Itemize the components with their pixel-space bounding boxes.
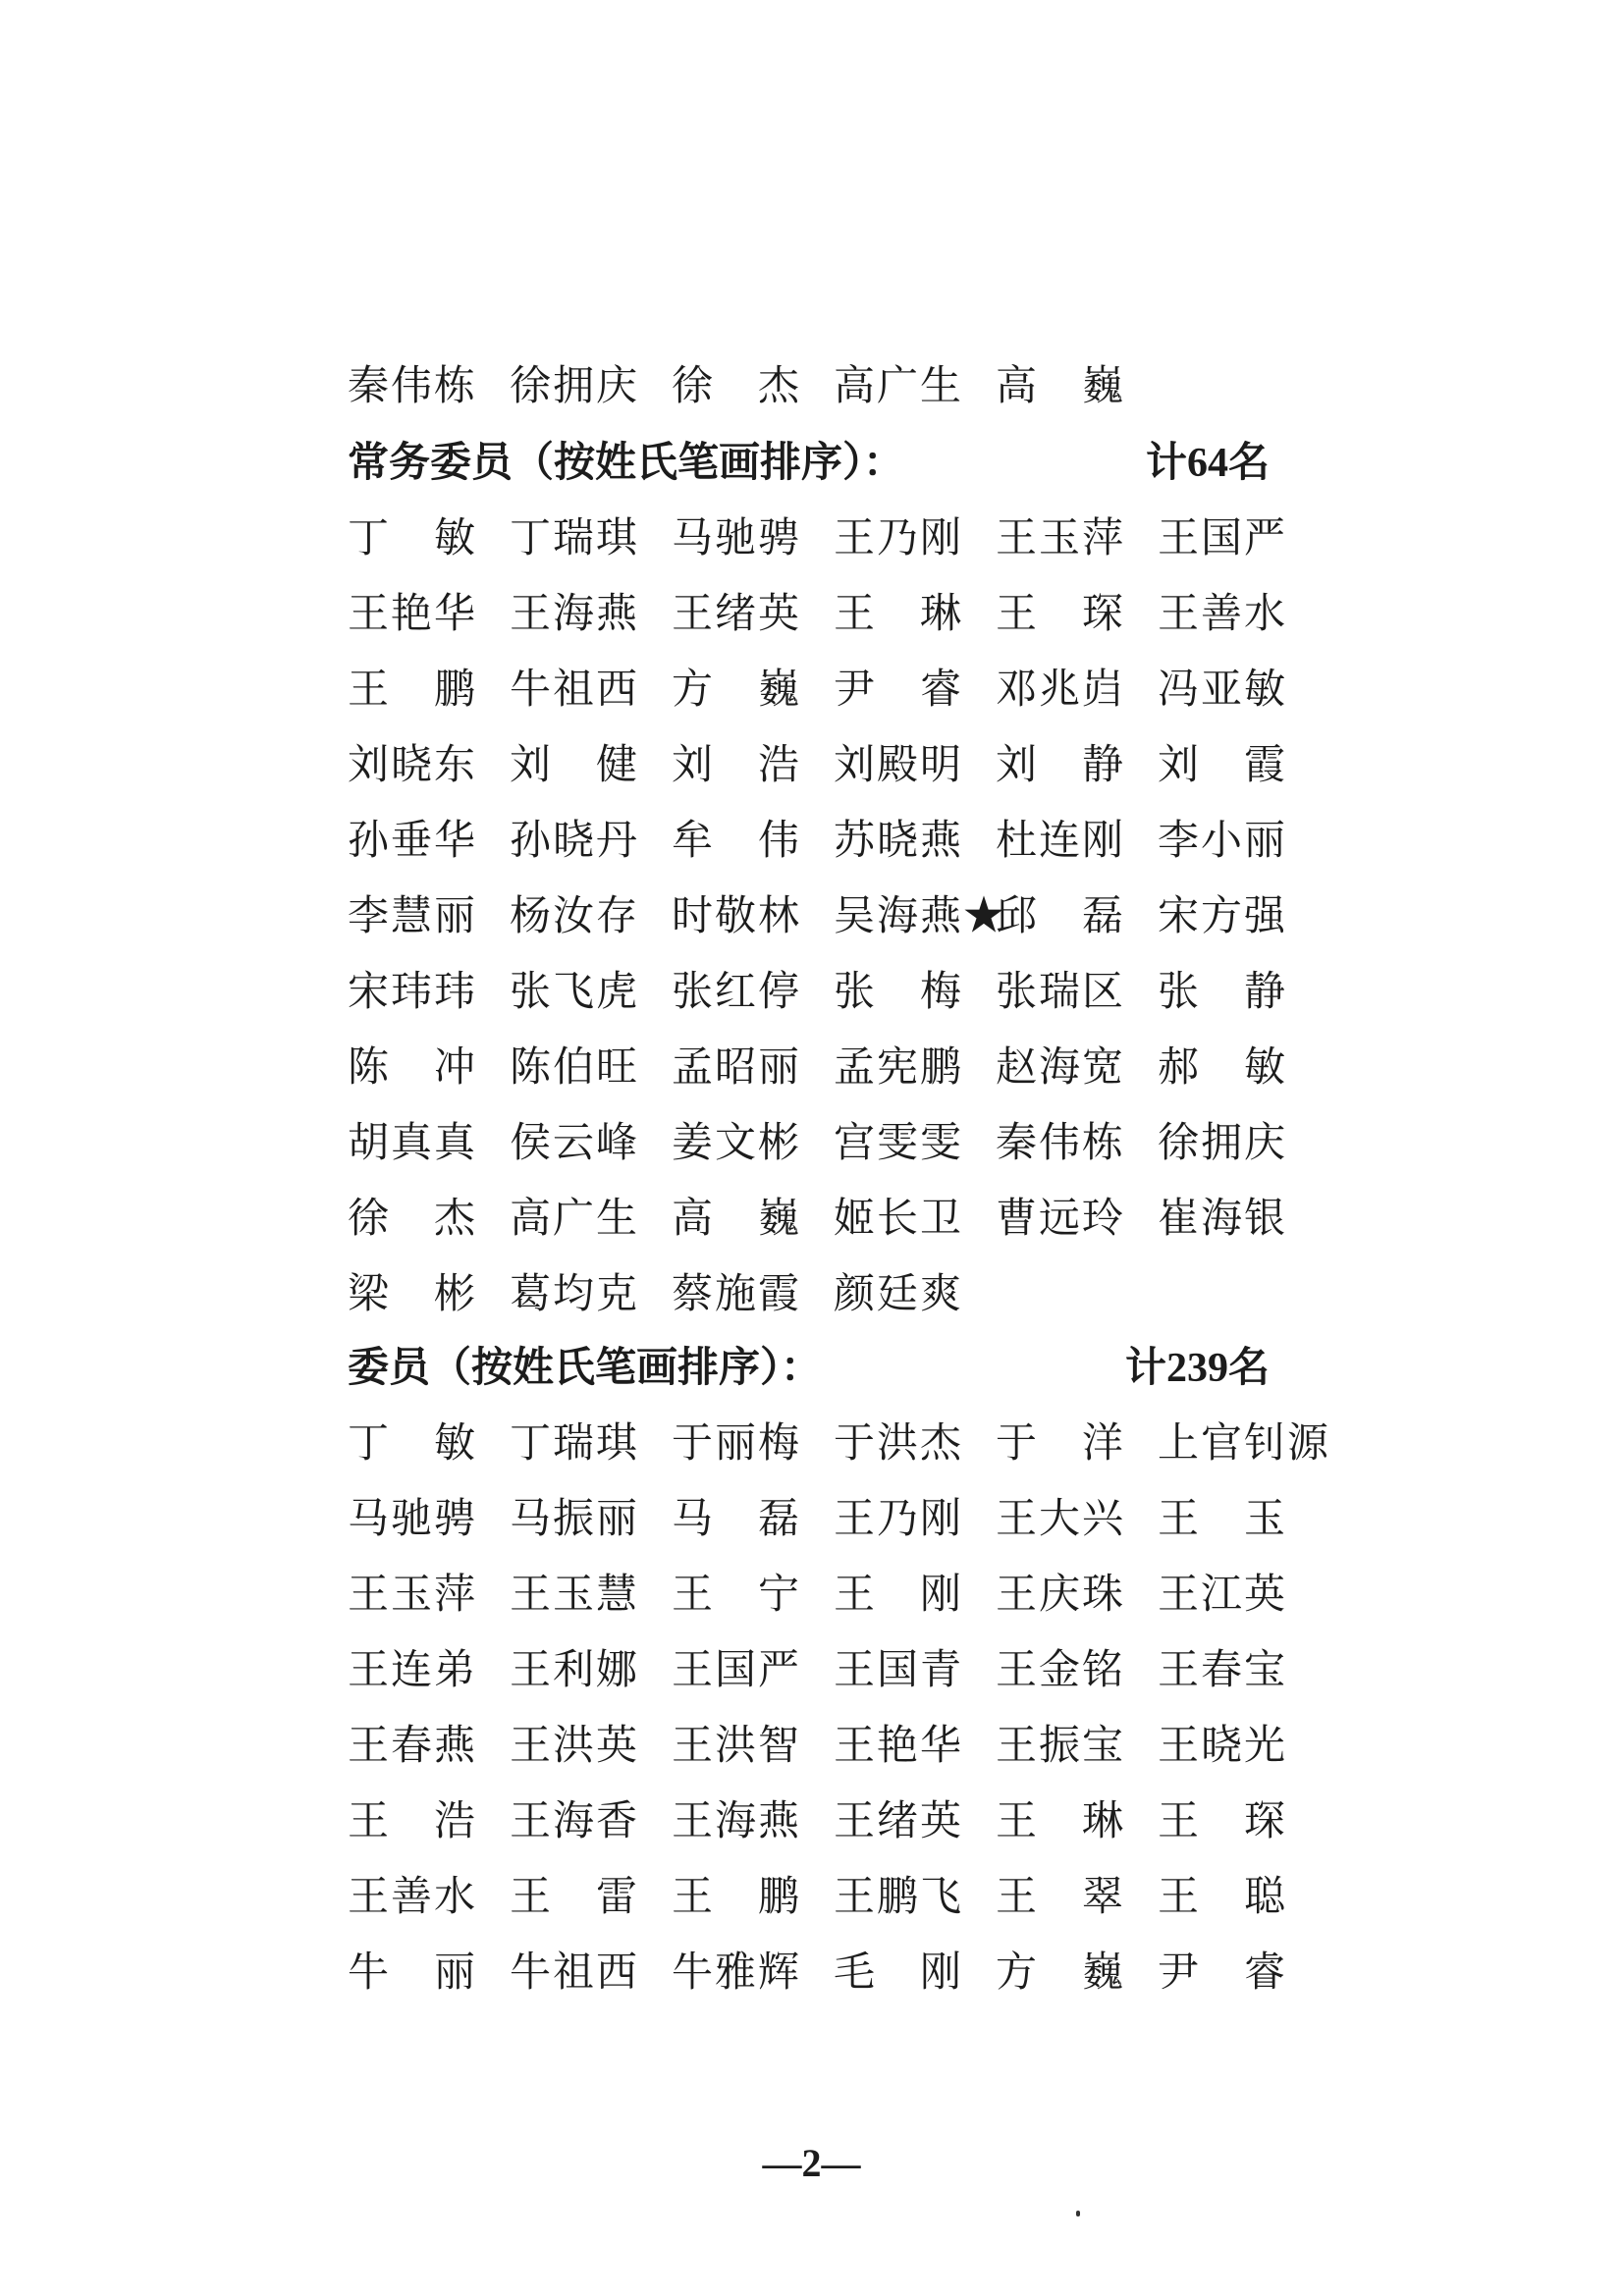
person-name: 王 琛	[996, 589, 1126, 637]
person-name: 于洪杰	[834, 1418, 964, 1467]
person-name: 王春燕	[348, 1721, 478, 1769]
person-name: 王乃刚	[834, 513, 964, 561]
person-name: 王金铭	[996, 1645, 1126, 1693]
person-name: 孟昭丽	[672, 1042, 802, 1091]
person-name: 刘 霞	[1158, 740, 1288, 788]
person-name: 张瑞区	[996, 967, 1126, 1015]
person-name: 王 鹏	[348, 665, 478, 713]
person-name: 陈 冲	[348, 1042, 478, 1091]
person-name: 孙晓丹	[510, 816, 640, 864]
person-name: 王 浩	[348, 1796, 478, 1844]
person-name: 丁瑞琪	[510, 513, 640, 561]
person-name: 张 静	[1158, 967, 1288, 1015]
person-name: 丁 敏	[348, 513, 478, 561]
person-name: 蔡施霞	[672, 1269, 802, 1317]
person-name: 侯云峰	[510, 1118, 640, 1166]
person-name: 王善水	[348, 1872, 478, 1920]
person-name: 王 琳	[834, 589, 964, 637]
person-name: 王晓光	[1158, 1721, 1288, 1769]
members-heading: 委员（按姓氏笔画排序）：	[348, 1343, 823, 1391]
person-name: 王艳华	[348, 589, 478, 637]
person-name: 姬长卫	[834, 1194, 964, 1242]
person-name: 刘殿明	[834, 740, 964, 788]
person-name: 吴海燕★	[834, 891, 1007, 939]
person-name: 杜连刚	[996, 816, 1126, 864]
person-name: 王 雷	[510, 1872, 640, 1920]
person-name: 牛祖西	[510, 1948, 640, 1996]
person-name: 牛 丽	[348, 1948, 478, 1996]
person-name: 尹 睿	[1158, 1948, 1288, 1996]
person-name: 宋玮玮	[348, 967, 478, 1015]
person-name: 王洪智	[672, 1721, 802, 1769]
person-name: 王 刚	[834, 1570, 964, 1618]
person-name: 王玉萍	[348, 1570, 478, 1618]
person-name: 王海燕	[672, 1796, 802, 1844]
person-name: 牛祖西	[510, 665, 640, 713]
person-name: 高 巍	[996, 361, 1126, 409]
person-name: 王海香	[510, 1796, 640, 1844]
person-name: 宋方强	[1158, 891, 1288, 939]
person-name: 时敬林	[672, 891, 802, 939]
person-name: 王庆珠	[996, 1570, 1126, 1618]
person-name: 高广生	[510, 1194, 640, 1242]
person-name: 李慧丽	[348, 891, 478, 939]
person-name: 于 洋	[996, 1418, 1126, 1467]
person-name: 马驰骋	[672, 513, 802, 561]
person-name: 王 玉	[1158, 1494, 1288, 1542]
person-name: 陈伯旺	[510, 1042, 640, 1091]
person-name: 刘 健	[510, 740, 640, 788]
person-name: 郝 敏	[1158, 1042, 1288, 1091]
person-name: 葛均克	[510, 1269, 640, 1317]
person-name: 杨汝存	[510, 891, 640, 939]
scan-speck	[1076, 2211, 1080, 2216]
person-name: 王 鹏	[672, 1872, 802, 1920]
person-name: 邱 磊	[996, 891, 1126, 939]
person-name: 方 巍	[672, 665, 802, 713]
person-name: 丁瑞琪	[510, 1418, 640, 1467]
person-name: 张红停	[672, 967, 802, 1015]
person-name: 冯亚敏	[1158, 665, 1288, 713]
person-name: 崔海银	[1158, 1194, 1288, 1242]
person-name: 王国严	[1158, 513, 1288, 561]
person-name: 苏晓燕	[834, 816, 964, 864]
person-name: 马驰骋	[348, 1494, 478, 1542]
members-count: 计239名	[1124, 1343, 1270, 1391]
person-name: 马振丽	[510, 1494, 640, 1542]
person-name: 颜廷爽	[834, 1269, 964, 1317]
person-name: 徐 杰	[348, 1194, 478, 1242]
person-name: 王江英	[1158, 1570, 1288, 1618]
person-name: 方 巍	[996, 1948, 1126, 1996]
person-name: 王 宁	[672, 1570, 802, 1618]
person-name: 李小丽	[1158, 816, 1288, 864]
person-name: 王绪英	[834, 1796, 964, 1844]
person-name: 王海燕	[510, 589, 640, 637]
person-name: 牟 伟	[672, 816, 802, 864]
person-name: 王 琛	[1158, 1796, 1288, 1844]
person-name: 高广生	[834, 361, 964, 409]
person-name: 王国青	[834, 1645, 964, 1693]
person-name: 王大兴	[996, 1494, 1126, 1542]
person-name: 王连弟	[348, 1645, 478, 1693]
person-name: 王 琳	[996, 1796, 1126, 1844]
person-name: 王 聪	[1158, 1872, 1288, 1920]
person-name: 牛雅辉	[672, 1948, 802, 1996]
person-name: 王乃刚	[834, 1494, 964, 1542]
person-name: 赵海宽	[996, 1042, 1126, 1091]
person-name: 王善水	[1158, 589, 1288, 637]
person-name: 刘 静	[996, 740, 1126, 788]
person-name: 王春宝	[1158, 1645, 1288, 1693]
person-name: 丁 敏	[348, 1418, 478, 1467]
person-name: 王鹏飞	[834, 1872, 964, 1920]
person-name: 上官钊源	[1158, 1418, 1331, 1467]
person-name: 于丽梅	[672, 1418, 802, 1467]
person-name: 徐拥庆	[1158, 1118, 1288, 1166]
person-name: 马 磊	[672, 1494, 802, 1542]
person-name: 张 梅	[834, 967, 964, 1015]
person-name: 孟宪鹏	[834, 1042, 964, 1091]
person-name: 孙垂华	[348, 816, 478, 864]
person-name: 刘晓东	[348, 740, 478, 788]
person-name: 胡真真	[348, 1118, 478, 1166]
person-name: 王艳华	[834, 1721, 964, 1769]
person-name: 王国严	[672, 1645, 802, 1693]
person-name: 宫雯雯	[834, 1118, 964, 1166]
person-name: 王玉萍	[996, 513, 1126, 561]
person-name: 王绪英	[672, 589, 802, 637]
person-name: 张飞虎	[510, 967, 640, 1015]
person-name: 王玉慧	[510, 1570, 640, 1618]
person-name: 高 巍	[672, 1194, 802, 1242]
person-name: 毛 刚	[834, 1948, 964, 1996]
person-name: 姜文彬	[672, 1118, 802, 1166]
person-name: 邓兆岿	[996, 665, 1126, 713]
person-name: 秦伟栋	[996, 1118, 1126, 1166]
person-name: 徐 杰	[672, 361, 802, 409]
person-name: 曹远玲	[996, 1194, 1126, 1242]
person-name: 王利娜	[510, 1645, 640, 1693]
person-name: 王洪英	[510, 1721, 640, 1769]
person-name: 梁 彬	[348, 1269, 478, 1317]
person-name: 秦伟栋	[348, 361, 478, 409]
standing-members-count: 计64名	[1145, 438, 1270, 486]
standing-members-heading: 常务委员（按姓氏笔画排序）：	[348, 438, 905, 486]
page-number: —2—	[762, 2141, 861, 2185]
person-name: 尹 睿	[834, 665, 964, 713]
person-name: 王振宝	[996, 1721, 1126, 1769]
person-name: 刘 浩	[672, 740, 802, 788]
person-name: 徐拥庆	[510, 361, 640, 409]
person-name: 王 翠	[996, 1872, 1126, 1920]
